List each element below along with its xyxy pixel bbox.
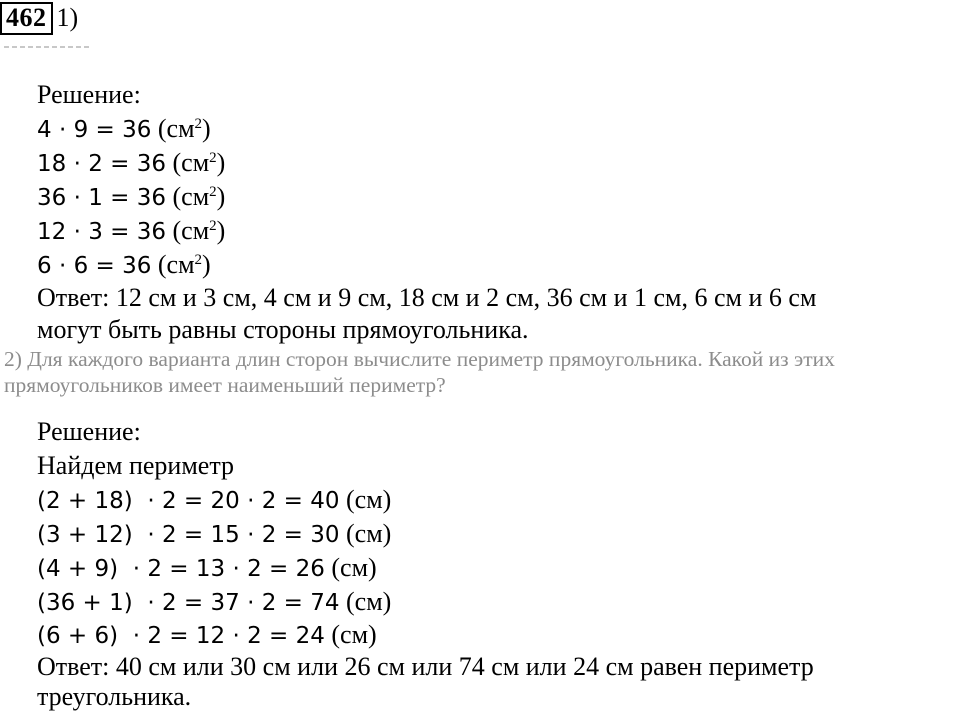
equation-unit: (см) — [331, 620, 377, 649]
part1-solution-label: Решение: — [37, 80, 141, 109]
equation-unit: (см) — [346, 485, 392, 514]
equation-expression: (36 + 1) · 2 = 37 · 2 = 74 — [37, 590, 340, 616]
equation-unit: (см) — [331, 553, 377, 582]
equation-unit: $(см^2)$ — [172, 148, 226, 177]
task-header — [0, 2, 78, 34]
part2-equation — [37, 585, 391, 620]
part1-equation — [37, 146, 225, 181]
equation-expression: (2 + 18) · 2 = 20 · 2 = 40 — [37, 488, 340, 514]
equation-expression: 36 · 1 = 36 — [37, 185, 166, 211]
equation-expression: (4 + 9) · 2 = 13 · 2 = 26 — [37, 556, 325, 582]
part1-answer-line1: Ответ: 12 см и 3 см, 4 см и 9 см, 18 см и 2 см, 36 см и 1 см, 6 см и 6 см — [37, 283, 817, 312]
equation-unit: $(см^2)$ — [157, 114, 211, 143]
part2-intro: Найдем периметр — [37, 451, 234, 480]
scan-artifact-line — [4, 46, 92, 48]
equation-expression: (3 + 12) · 2 = 15 · 2 = 30 — [37, 522, 340, 548]
part2-answer-line2: треугольника. — [37, 682, 192, 711]
equation-expression: 12 · 3 = 36 — [37, 219, 166, 245]
part1-equation — [37, 112, 211, 147]
part1-equation — [37, 214, 225, 249]
part2-equation — [37, 483, 391, 518]
equation-unit: $(см^2)$ — [157, 250, 211, 279]
part2-question-line2: прямоугольников имеет наименьший периметр? — [4, 373, 446, 397]
equation-unit: (см) — [346, 519, 392, 548]
equation-expression: (6 + 6) · 2 = 12 · 2 = 24 — [37, 623, 325, 649]
equation-expression: 6 · 6 = 36 — [37, 253, 152, 279]
equation-expression: 18 · 2 = 36 — [37, 151, 166, 177]
part2-question-line1: 2) Для каждого варианта длин сторон вычислите периметр прямоугольника. Какой из этих — [4, 347, 835, 371]
equation-expression: 4 · 9 = 36 — [37, 117, 152, 143]
part2-equation — [37, 517, 391, 552]
part1-label: 1) — [56, 3, 79, 32]
part1-equation — [37, 180, 225, 215]
equation-unit: $(см^2)$ — [172, 216, 226, 245]
part2-equation — [37, 551, 377, 586]
equation-unit: (см) — [346, 587, 392, 616]
part2-solution-label: Решение: — [37, 417, 141, 446]
task-number-box: 462 — [0, 2, 53, 35]
part2-answer-line1: Ответ: 40 см или 30 см или 26 см или 74 см или 24 см равен периметр — [37, 652, 814, 681]
part1-equation — [37, 248, 211, 283]
part1-answer-line2: могут быть равны стороны прямоугольника. — [37, 315, 529, 344]
equation-unit: $(см^2)$ — [172, 182, 226, 211]
part2-equation — [37, 618, 377, 653]
